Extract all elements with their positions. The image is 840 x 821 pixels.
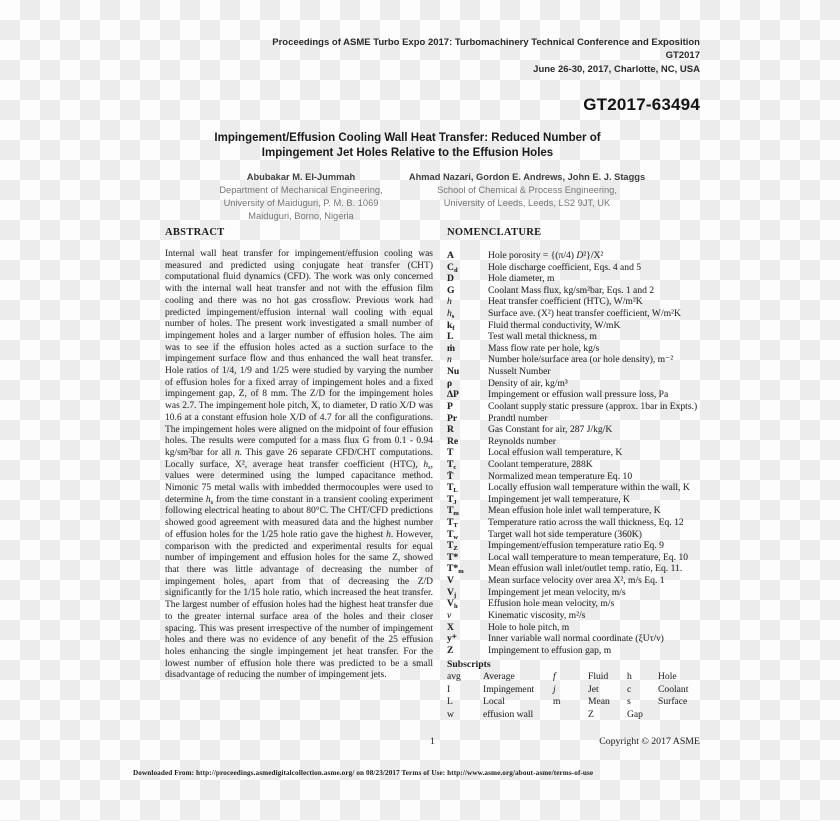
nomenclature-symbol: n <box>447 354 452 366</box>
nomenclature-symbol: $T_m$ <box>447 505 459 518</box>
nomenclature-symbol: $T_w$ <box>447 528 459 541</box>
nomenclature-definition: Prandtl number <box>488 412 548 424</box>
nomenclature-entry <box>447 401 727 413</box>
nomenclature-symbol: $T_T$ <box>447 517 458 530</box>
nomenclature-entry <box>447 633 727 645</box>
nomenclature-symbol: V <box>447 575 454 587</box>
author-affiliation-line: University of Leeds, Leeds, LS2 9JT, UK <box>443 198 611 208</box>
abstract-body: Internal wall heat transfer for impingement/effusion cooling was measured and predicted using conjugate heat transfer (CHT) computational fluid dynamics (CFD). The work was only concerned with the internal wall heat transfer and not with the effusion film cooling and there was no hot gas crossflow. Previous work had predicted impingement/effusion internal wall cooling with equal number of holes. The present work investigated a small number of impingement holes and a larger number of effusion holes. The aim was to see if the effusion holes acted as a suction surface to the impingement surface flow and thus enhanced the wall heat transfer. Hole ratios of 1/4, 1/9 and 1/25 were studied by varying the number of effusion holes for a fixed array of impingement holes and a fixed impingement gap, Z, of 8 mm. The Z/D for the impingement holes was 2.7. The impingement hole pitch, X, to diameter, D ratio X/D was 10.6 at a constant effusion hole X/D of 4.7 for all the configurations. The impingement holes were aligned on the midpoint of four effusion holes. The results were computed for a mass flux G from 0.1 - 0.94 kg/sm²bar for all n. This gave 26 separate CFD/CHT computations. Locally surface, X², average heat transfer coefficient (HTC), $h_s$, values were determined using the lumped capacitance method. Nimonic 75 metal walls with imbedded thermocouples were used to determine $h_s$ from the time constant in a transient cooling experiment following electrical heating to about 80°C. The CHT/CFD predictions showed good agreement with measured data and the highest number of effusion holes for the 1/25 hole ratio gave the highest h. However, comparison with the predicted and experimental results for equal number of impingement and effusion holes for the same Z, showed that there was little advantage of decreasing the number of impingement holes, apart from that of decreasing the Z/D significantly for the 1/15 hole ratio, which increased the heat transfer. The largest number of effusion holes had the highest heat transfer due to the greater internal surface area of the holes and their closer spacing. This was present irrespective of the number of impingement holes and there was no evidence of any benefit of the 25 effusion holes enhancing the single impingement jet heat transfer. For the lowest number of effusion hole there was predicted to be a small disadvantage of reducing the number of impingement jets. <box>165 249 434 681</box>
nomenclature-definition: Impingement/effusion temperature ratio Eq. 9 <box>488 540 664 552</box>
nomenclature-symbol: $T*_m$ <box>447 563 464 576</box>
subscript-meaning: Jet <box>588 683 599 695</box>
nomenclature-symbol: Pr <box>447 412 458 424</box>
author-block-left <box>165 171 437 223</box>
nomenclature-symbol: T <box>447 447 454 459</box>
subscript-meaning: Impingement <box>483 683 535 695</box>
nomenclature-entry <box>447 285 727 297</box>
paper-title-line-2: Impingement Jet Holes Relative to the Effusion Holes <box>261 147 554 159</box>
nomenclature-definition: Local effusion wall temperature, K <box>488 447 623 459</box>
nomenclature-definition: Hole diameter, m <box>488 273 555 285</box>
author-affiliation-line: Maiduguri, Borno, Nigeria <box>248 211 354 221</box>
nomenclature-entry <box>447 517 727 529</box>
subscript-meaning: effusion wall <box>483 709 534 721</box>
nomenclature-definition: Coolant supply static pressure (approx. 1bar in Expts.) <box>488 400 698 412</box>
nomenclature-definition: Kinematic viscosity, m²/s <box>488 609 586 621</box>
author-affiliation-line: Department of Mechanical Engineering, <box>219 185 383 195</box>
nomenclature-definition: Target wall hot side temperature (360K) <box>488 528 642 540</box>
nomenclature-entry <box>447 378 727 390</box>
subscripts-heading: Subscripts <box>447 659 491 670</box>
nomenclature-symbol: ρ <box>447 377 453 389</box>
nomenclature-entry <box>447 366 727 378</box>
subscript-symbol: h <box>627 671 632 682</box>
proceedings-header <box>272 36 700 76</box>
nomenclature-entry <box>447 343 727 355</box>
nomenclature-symbol: D <box>447 273 454 285</box>
nomenclature-list <box>447 250 727 656</box>
subscript-symbol: w <box>447 709 454 721</box>
nomenclature-symbol: $T_J$ <box>447 493 457 506</box>
nomenclature-definition: Fluid thermal conductivity, W/mK <box>488 319 621 331</box>
nomenclature-symbol: T̄ <box>447 470 454 482</box>
nomenclature-entry <box>447 575 727 587</box>
subscript-meaning: Fluid <box>588 671 609 682</box>
nomenclature-definition: Density of air, kg/m³ <box>488 377 568 389</box>
subscript-meaning: Hole <box>658 671 677 682</box>
nomenclature-symbol: T* <box>447 551 459 563</box>
nomenclature-entry <box>447 471 727 483</box>
nomenclature-entry <box>447 296 727 308</box>
nomenclature-entry <box>447 273 727 285</box>
nomenclature-symbol: h <box>447 296 452 308</box>
nomenclature-symbol: A <box>447 250 454 261</box>
nomenclature-symbol: $T_Z$ <box>447 540 458 553</box>
nomenclature-entry <box>447 529 727 541</box>
nomenclature-definition: Normalized mean temperature Eq. 10 <box>488 470 633 482</box>
nomenclature-definition: Hole discharge coefficient, Eqs. 4 and 5 <box>488 261 642 273</box>
subscript-meaning: Surface <box>658 696 688 708</box>
subscript-meaning <box>658 709 722 722</box>
author-affiliation-line: School of Chemical & Process Engineering, <box>437 185 617 195</box>
nomenclature-symbol: X <box>447 621 454 633</box>
subscripts-row <box>447 671 722 684</box>
subscript-meaning: Coolant <box>658 683 689 695</box>
subscripts-row <box>447 684 722 697</box>
nomenclature-entry <box>447 331 727 343</box>
subscript-symbol <box>553 709 588 722</box>
nomenclature-heading: NOMENCLATURE <box>447 227 542 238</box>
nomenclature-entry <box>447 424 727 436</box>
nomenclature-symbol: R <box>447 424 454 436</box>
nomenclature-definition: Inner variable wall normal coordinate (ξUτ/ν) <box>488 633 664 645</box>
paper-title <box>150 131 665 161</box>
conference-code-line: GT2017 <box>665 50 700 62</box>
nomenclature-definition: Effusion hole mean velocity, m/s <box>488 598 615 610</box>
nomenclature-entry <box>447 459 727 471</box>
nomenclature-symbol: Nu <box>447 366 460 378</box>
subscript-symbol: I <box>447 683 451 695</box>
nomenclature-definition: Impingement jet mean velocity, m/s <box>488 586 626 598</box>
conference-date-line: June 26-30, 2017, Charlotte, NC, USA <box>533 63 700 75</box>
nomenclature-definition: Local wall temperature to mean temperature, Eq. 10 <box>488 551 689 563</box>
nomenclature-definition: Hole porosity = {(π/4) D²}/X² <box>488 250 604 261</box>
nomenclature-entry <box>447 308 727 320</box>
subscript-symbol: Gap <box>627 709 643 721</box>
subscripts-row <box>447 696 722 709</box>
nomenclature-definition: Coolant temperature, 288K <box>488 458 593 470</box>
footer-copyright: Copyright © 2017 ASME <box>599 736 700 747</box>
subscript-symbol: f <box>553 671 556 682</box>
nomenclature-symbol: $T_c$ <box>447 458 457 471</box>
subscript-meaning: Z <box>588 709 594 721</box>
nomenclature-definition: Impingement or effusion wall pressure loss, Pa <box>488 389 669 401</box>
author-affiliation-line: University of Maiduguri, P. M. B. 1069 <box>223 198 379 208</box>
nomenclature-definition: Mean effusion wall inlet/outlet temp. ratio, Eq. 11. <box>488 563 683 575</box>
subscript-symbol: c <box>627 683 632 695</box>
nomenclature-symbol: G <box>447 284 455 296</box>
nomenclature-entry <box>447 436 727 448</box>
nomenclature-symbol: ΔP <box>447 389 459 401</box>
nomenclature-symbol: y⁺ <box>447 633 457 645</box>
nomenclature-definition: Hole to hole pitch, m <box>488 621 570 633</box>
nomenclature-definition: Impingement jet wall temperature, K <box>488 493 630 505</box>
subscript-symbol: m <box>553 696 561 708</box>
subscript-symbol: j <box>553 683 556 695</box>
paper-title-line-1: Impingement/Effusion Cooling Wall Heat Transfer: Reduced Number of <box>214 132 601 144</box>
nomenclature-entry <box>447 389 727 401</box>
nomenclature-symbol: $h_s$ <box>447 308 455 321</box>
nomenclature-symbol: P <box>447 400 453 412</box>
nomenclature-entry <box>447 563 727 575</box>
nomenclature-entry <box>447 262 727 274</box>
nomenclature-entry <box>447 622 727 634</box>
nomenclature-entry <box>447 494 727 506</box>
nomenclature-definition: Coolant Mass flux, kg/sm²bar, Eqs. 1 and 2 <box>488 284 655 296</box>
author-name: Ahmad Nazari, Gordon E. Andrews, John E. J. Staggs <box>408 172 646 182</box>
nomenclature-definition: Mean surface velocity over area X², m/s Eq. 1 <box>488 575 665 587</box>
nomenclature-symbol: $V_j$ <box>447 586 457 599</box>
subscripts-row <box>447 709 722 722</box>
author-block-right <box>407 171 647 210</box>
download-notice: Downloaded From: http://proceedings.asmedigitalcollection.asme.org/ on 08/23/2017 Terms of Use: http://www.asme.org/about-asme/terms-of-use <box>133 769 594 777</box>
abstract-heading: ABSTRACT <box>165 227 225 238</box>
nomenclature-symbol: ṁ <box>447 342 455 354</box>
nomenclature-symbol: L <box>447 331 454 343</box>
author-name: Abubakar M. El-Jummah <box>246 172 356 182</box>
subscript-symbol: s <box>627 696 631 708</box>
nomenclature-definition: Locally effusion wall temperature within the wall, K <box>488 482 690 494</box>
footer-page-number: 1 <box>430 736 435 747</box>
nomenclature-definition: Number hole/surface area (or hole density), m⁻² <box>488 354 674 366</box>
subscript-meaning: Mean <box>588 696 610 708</box>
nomenclature-definition: Mass flow rate per hole, kg/s <box>488 342 600 354</box>
nomenclature-symbol: $V_h$ <box>447 598 458 611</box>
nomenclature-symbol: $C_d$ <box>447 261 458 274</box>
subscript-symbol: L <box>447 696 453 708</box>
nomenclature-definition: Gas Constant for air, 287 J/kg/K <box>488 424 613 436</box>
nomenclature-entry <box>447 540 727 552</box>
nomenclature-entry <box>447 552 727 564</box>
subscript-symbol: avg <box>447 671 461 682</box>
nomenclature-symbol: $k_f$ <box>447 319 455 332</box>
nomenclature-entry <box>447 610 727 622</box>
nomenclature-entry <box>447 320 727 332</box>
nomenclature-entry <box>447 354 727 366</box>
nomenclature-definition: Test wall metal thickness, m <box>488 331 597 343</box>
nomenclature-entry <box>447 250 727 262</box>
nomenclature-entry <box>447 482 727 494</box>
nomenclature-definition: Temperature ratio across the wall thickness, Eq. 12 <box>488 517 684 529</box>
nomenclature-entry <box>447 645 727 657</box>
nomenclature-entry <box>447 598 727 610</box>
nomenclature-symbol: Re <box>447 435 459 447</box>
nomenclature-entry <box>447 413 727 425</box>
subscripts-table <box>447 671 722 722</box>
proceedings-line: Proceedings of ASME Turbo Expo 2017: Turbomachinery Technical Conference and Exposition <box>272 37 700 48</box>
nomenclature-symbol: Z <box>447 644 454 656</box>
nomenclature-entry <box>447 505 727 517</box>
subscript-meaning: Local <box>483 696 505 708</box>
nomenclature-definition: Heat transfer coefficient (HTC), W/m²K <box>488 296 643 308</box>
nomenclature-definition: Impingement to effusion gap, m <box>488 644 612 656</box>
nomenclature-definition: Nusselt Number <box>488 366 551 378</box>
nomenclature-entry <box>447 447 727 459</box>
subscript-meaning: Average <box>483 671 515 682</box>
nomenclature-symbol: ν <box>447 609 452 621</box>
nomenclature-definition: Reynolds number <box>488 435 556 447</box>
nomenclature-definition: Surface ave. (X²) heat transfer coefficient, W/m²K <box>488 308 681 320</box>
nomenclature-entry <box>447 587 727 599</box>
paper-number: GT2017-63494 <box>583 95 700 114</box>
nomenclature-symbol: $T_L$ <box>447 482 458 495</box>
nomenclature-definition: Mean effusion hole inlet wall temperature, K <box>488 505 661 517</box>
